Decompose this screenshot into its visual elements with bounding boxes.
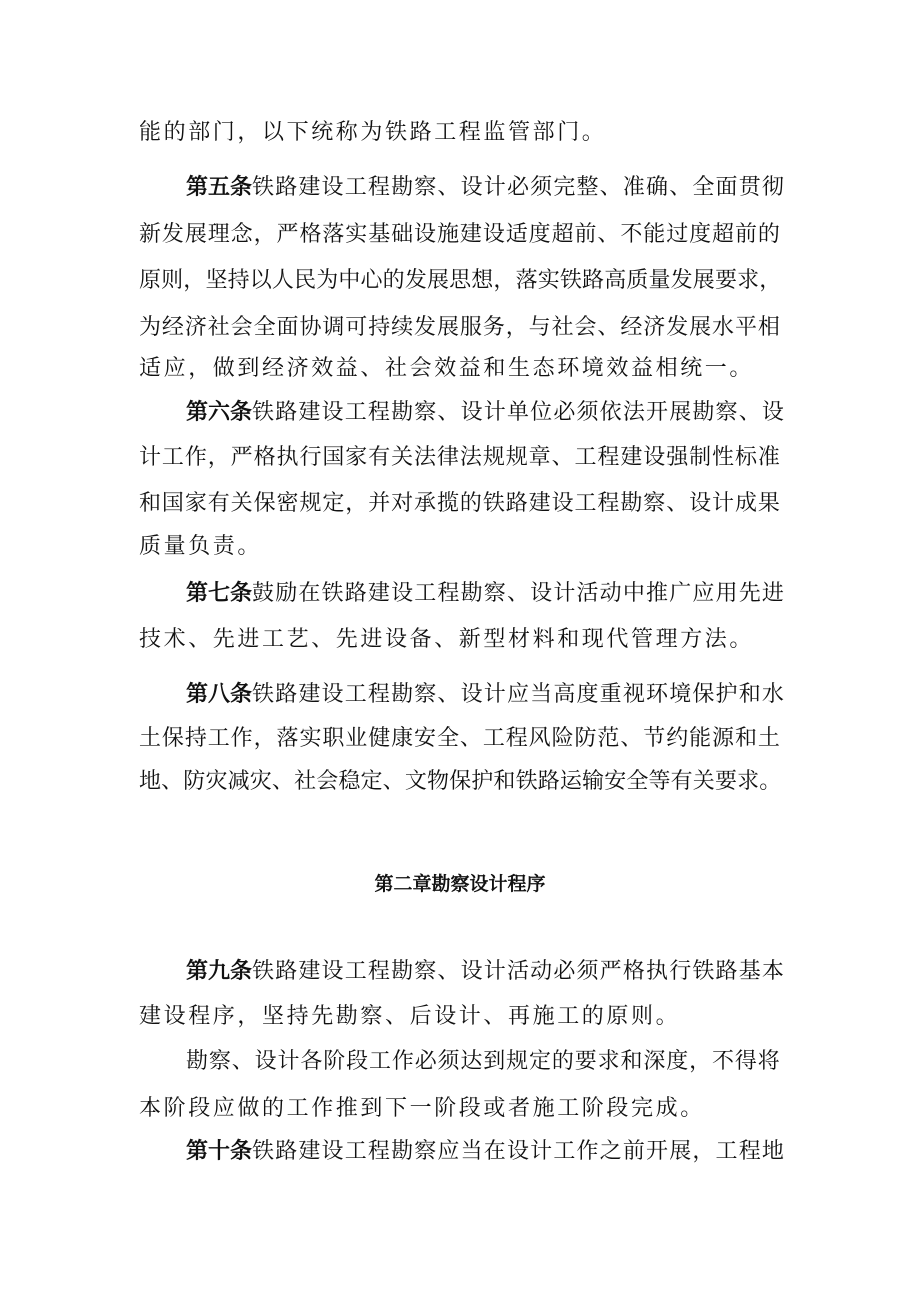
chapter-heading: 第二章勘察设计程序 (374, 873, 546, 895)
text-line: 适应，做到经济效益、社会效益和生态环境效益相统一。 (139, 356, 755, 381)
article-label: 第十条 (186, 1139, 253, 1164)
text-line: 勘察、设计各阶段工作必须达到规定的要求和深度，不得将 (186, 1049, 781, 1074)
text-line: 新发展理念，严格落实基础设施建设适度超前、不能过度超前的 (139, 222, 781, 247)
article-label: 第九条 (186, 959, 253, 984)
text-line: 土保持工作，落实职业健康安全、工程风险防范、节约能源和土 (139, 726, 781, 751)
article-7-line: 第七条鼓励在铁路建设工程勘察、设计活动中推广应用先进 (186, 581, 786, 606)
article-5-line: 第五条铁路建设工程勘察、设计必须完整、准确、全面贯彻 (186, 175, 786, 200)
text-line: 地、防灾减灾、社会稳定、文物保护和铁路运输安全等有关要求。 (139, 769, 782, 794)
text-line: 本阶段应做的工作推到下一阶段或者施工阶段完成。 (139, 1096, 705, 1121)
article-label: 第六条 (186, 400, 253, 425)
text-line: 技术、先进工艺、先进设备、新型材料和现代管理方法。 (139, 627, 755, 652)
article-6-line: 第六条铁路建设工程勘察、设计单位必须依法开展勘察、设 (186, 400, 786, 425)
article-label: 第五条 (186, 175, 253, 200)
text-line: 和国家有关保密规定，并对承揽的铁路建设工程勘察、设计成果 (139, 491, 781, 516)
text-line: 原则，坚持以人民为中心的发展思想，落实铁路高质量发展要求， (139, 268, 782, 293)
article-9-line: 第九条铁路建设工程勘察、设计活动必须严格执行铁路基本 (186, 959, 786, 984)
article-label: 第七条 (186, 581, 253, 606)
article-8-line: 第八条铁路建设工程勘察、设计应当高度重视环境保护和水 (186, 682, 786, 707)
text-line: 能的部门，以下统称为铁路工程监管部门。 (139, 120, 607, 145)
text-line: 为经济社会全面协调可持续发展服务，与社会、经济发展水平相 (139, 315, 781, 340)
text-line: 建设程序，坚持先勘察、后设计、再施工的原则。 (139, 1004, 681, 1029)
article-label: 第八条 (186, 682, 253, 707)
text-line: 质量负责。 (139, 534, 263, 559)
article-10-line: 第十条铁路建设工程勘察应当在设计工作之前开展，工程地 (186, 1139, 786, 1164)
text-line: 计工作，严格执行国家有关法律法规规章、工程建设强制性标准 (139, 445, 781, 470)
